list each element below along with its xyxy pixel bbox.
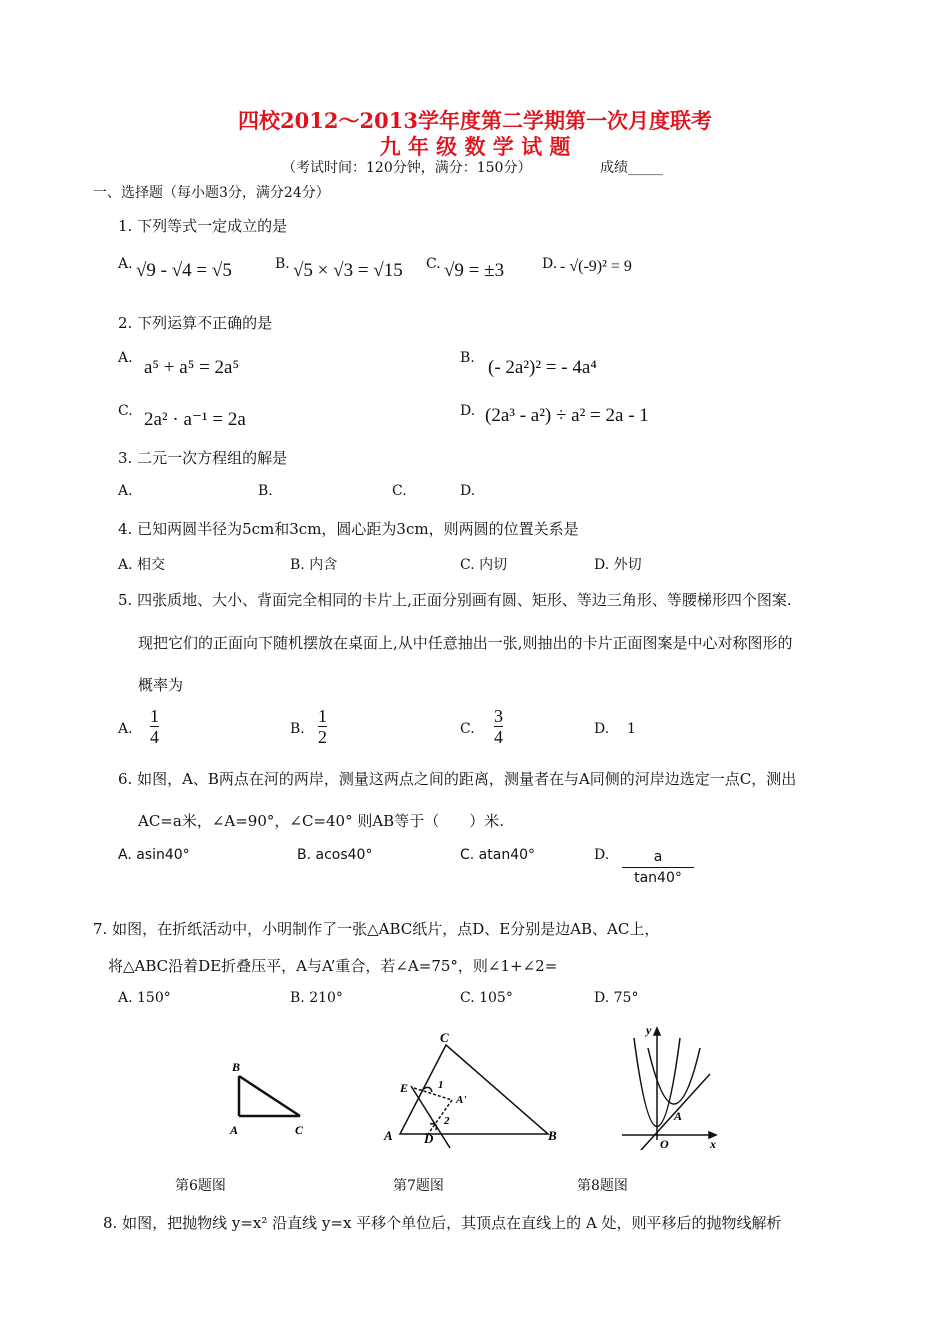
q6-option-d-label: D. [594, 847, 610, 863]
fig8-line-y-eq-x [632, 1074, 710, 1150]
q5-b-numerator: 1 [318, 706, 327, 726]
q5-b-denominator: 2 [318, 727, 327, 747]
q2-option-c-label: C. [118, 403, 133, 419]
fig7-label-b: B [548, 1128, 557, 1143]
q5-option-c-label: C. [460, 721, 475, 737]
q2-option-d-expr: (2a³ - a²) ÷ a² = 2a - 1 [485, 405, 649, 426]
q4-option-b: B. 内含 [290, 557, 338, 573]
fig8-y-arrow [654, 1028, 660, 1035]
fig7-dashed-ea [414, 1088, 452, 1100]
q1-option-d-expr: - √(-9)² = 9 [560, 258, 632, 275]
question-6-line1: 6. 如图，A、B两点在河的两岸，测量这两点之间的距离，测量者在与A同侧的河岸边选定一点C，测出 [118, 770, 797, 788]
q4-option-a: A. 相交 [118, 557, 166, 573]
fig6-label-b: B [232, 1060, 241, 1074]
q1-option-b-expr: √5 × √3 = √15 [293, 260, 403, 281]
figure-8-caption: 第8题图 [577, 1178, 628, 1194]
figure-6 [225, 1058, 315, 1138]
fig6-label-c: C [295, 1123, 304, 1137]
figure-7 [378, 1028, 568, 1150]
exam-title: 四校2012～2013学年度第二学期第一次月度联考 [238, 108, 712, 133]
q3-option-b: B. [258, 483, 273, 499]
q1-option-d-label: D. [542, 256, 558, 272]
fig8-label-o: O [660, 1137, 669, 1150]
q4-option-d: D. 外切 [594, 557, 642, 573]
q7-option-b: B. 210° [290, 990, 343, 1006]
score-field: 成绩_____ [600, 160, 663, 176]
q7-option-c: C. 105° [460, 990, 513, 1006]
q2-option-a-expr: a⁵ + a⁵ = 2a⁵ [144, 357, 240, 378]
fig8-label-a: A [674, 1109, 683, 1123]
fig7-label-c: C [440, 1030, 449, 1045]
q5-option-b-label: B. [290, 721, 305, 737]
q6-option-b: B. acos40° [297, 847, 373, 863]
q5-option-d-label: D. [594, 721, 610, 737]
fig6-side-bc [239, 1076, 300, 1116]
question-7-line2: 将△ABC沿着DE折叠压平，A与A’重合，若∠A=75°，则∠1+∠2= [108, 957, 558, 975]
fig7-label-e: E [400, 1081, 409, 1095]
q5-option-c-fraction [494, 706, 503, 747]
fig7-label-1: 1 [438, 1079, 444, 1091]
fig7-label-2: 2 [444, 1115, 450, 1127]
q2-option-a-label: A. [118, 350, 133, 366]
q5-c-numerator: 3 [494, 706, 503, 726]
q2-option-b-expr: (- 2a²)² = - 4a⁴ [488, 357, 597, 378]
q2-option-b-label: B. [460, 350, 475, 366]
q3-option-c: C. [392, 483, 407, 499]
q1-option-a-expr: √9 - √4 = √5 [136, 260, 232, 281]
q6-d-denominator: tan40° [622, 867, 694, 888]
q3-option-a: A. [118, 483, 133, 499]
q2-option-c-expr: 2a² · a⁻¹ = 2a [144, 409, 246, 430]
fig7-label-a: A [384, 1128, 393, 1143]
section-heading: 一、选择题（每小题3分，满分24分） [93, 185, 330, 201]
paper-title: 九 年 级 数 学 试 题 [379, 134, 571, 159]
question-4-stem: 4. 已知两圆半径为5cm和3cm，圆心距为3cm，则两圆的位置关系是 [118, 520, 579, 538]
question-5-line1: 5. 四张质地、大小、背面完全相同的卡片上,正面分别画有圆、矩形、等边三角形、等腰梯形四个图案. [118, 591, 792, 609]
fig6-label-a: A [230, 1123, 239, 1137]
question-2-stem: 2. 下列运算不正确的是 [118, 314, 273, 332]
question-7-line1: 7. 如图，在折纸活动中，小明制作了一张△ABC纸片，点D、E分别是边AB、AC上， [93, 920, 660, 938]
q6-d-numerator: a [653, 849, 663, 865]
fig8-label-x: x [710, 1137, 716, 1150]
fig7-label-a-prime: A' [456, 1094, 467, 1106]
q3-option-d: D. [460, 483, 476, 499]
q5-option-b-fraction [318, 706, 327, 747]
q6-option-a: A. asin40° [118, 847, 190, 863]
exam-info: （考试时间：120分钟，满分：150分） [282, 160, 532, 176]
fig8-label-y: y [646, 1023, 652, 1037]
q5-c-denominator: 4 [494, 727, 503, 747]
q1-option-a-label: A. [118, 256, 133, 272]
q5-option-a-label: A. [118, 721, 133, 737]
figure-6-caption: 第6题图 [175, 1178, 226, 1194]
q5-option-a-fraction [150, 706, 159, 747]
q6-option-d-fraction [622, 847, 694, 888]
q1-option-c-label: C. [426, 256, 441, 272]
q1-option-c-expr: √9 = ±3 [444, 260, 505, 281]
q7-option-d: D. 75° [594, 990, 639, 1006]
fig7-label-d: D [424, 1131, 434, 1146]
question-5-line3: 概率为 [138, 676, 184, 694]
q6-option-c: C. atan40° [460, 847, 536, 863]
q2-option-d-label: D. [460, 403, 476, 419]
q7-option-a: A. 150° [118, 990, 171, 1006]
figure-7-caption: 第7题图 [393, 1178, 444, 1194]
q4-option-c: C. 内切 [460, 557, 508, 573]
q1-option-b-label: B. [275, 256, 290, 272]
question-6-line2: AC=a米，∠A=90°，∠C=40° 则AB等于（ ）米. [138, 812, 504, 830]
q5-a-numerator: 1 [150, 706, 159, 726]
question-5-line2: 现把它们的正面向下随机摆放在桌面上,从中任意抽出一张,则抽出的卡片正面图案是中心对称图形的 [138, 634, 793, 652]
q5-option-d-value: 1 [627, 721, 636, 737]
question-8-line1: 8. 如图，把抛物线 y=x² 沿直线 y=x 平移个单位后，其顶点在直线上的 A 处，则平移后的抛物线解析 [103, 1214, 782, 1232]
q5-a-denominator: 4 [150, 727, 159, 747]
question-3-stem: 3. 二元一次方程组的解是 [118, 449, 288, 467]
figure-8 [612, 1020, 722, 1150]
question-1-stem: 1. 下列等式一定成立的是 [118, 217, 288, 235]
